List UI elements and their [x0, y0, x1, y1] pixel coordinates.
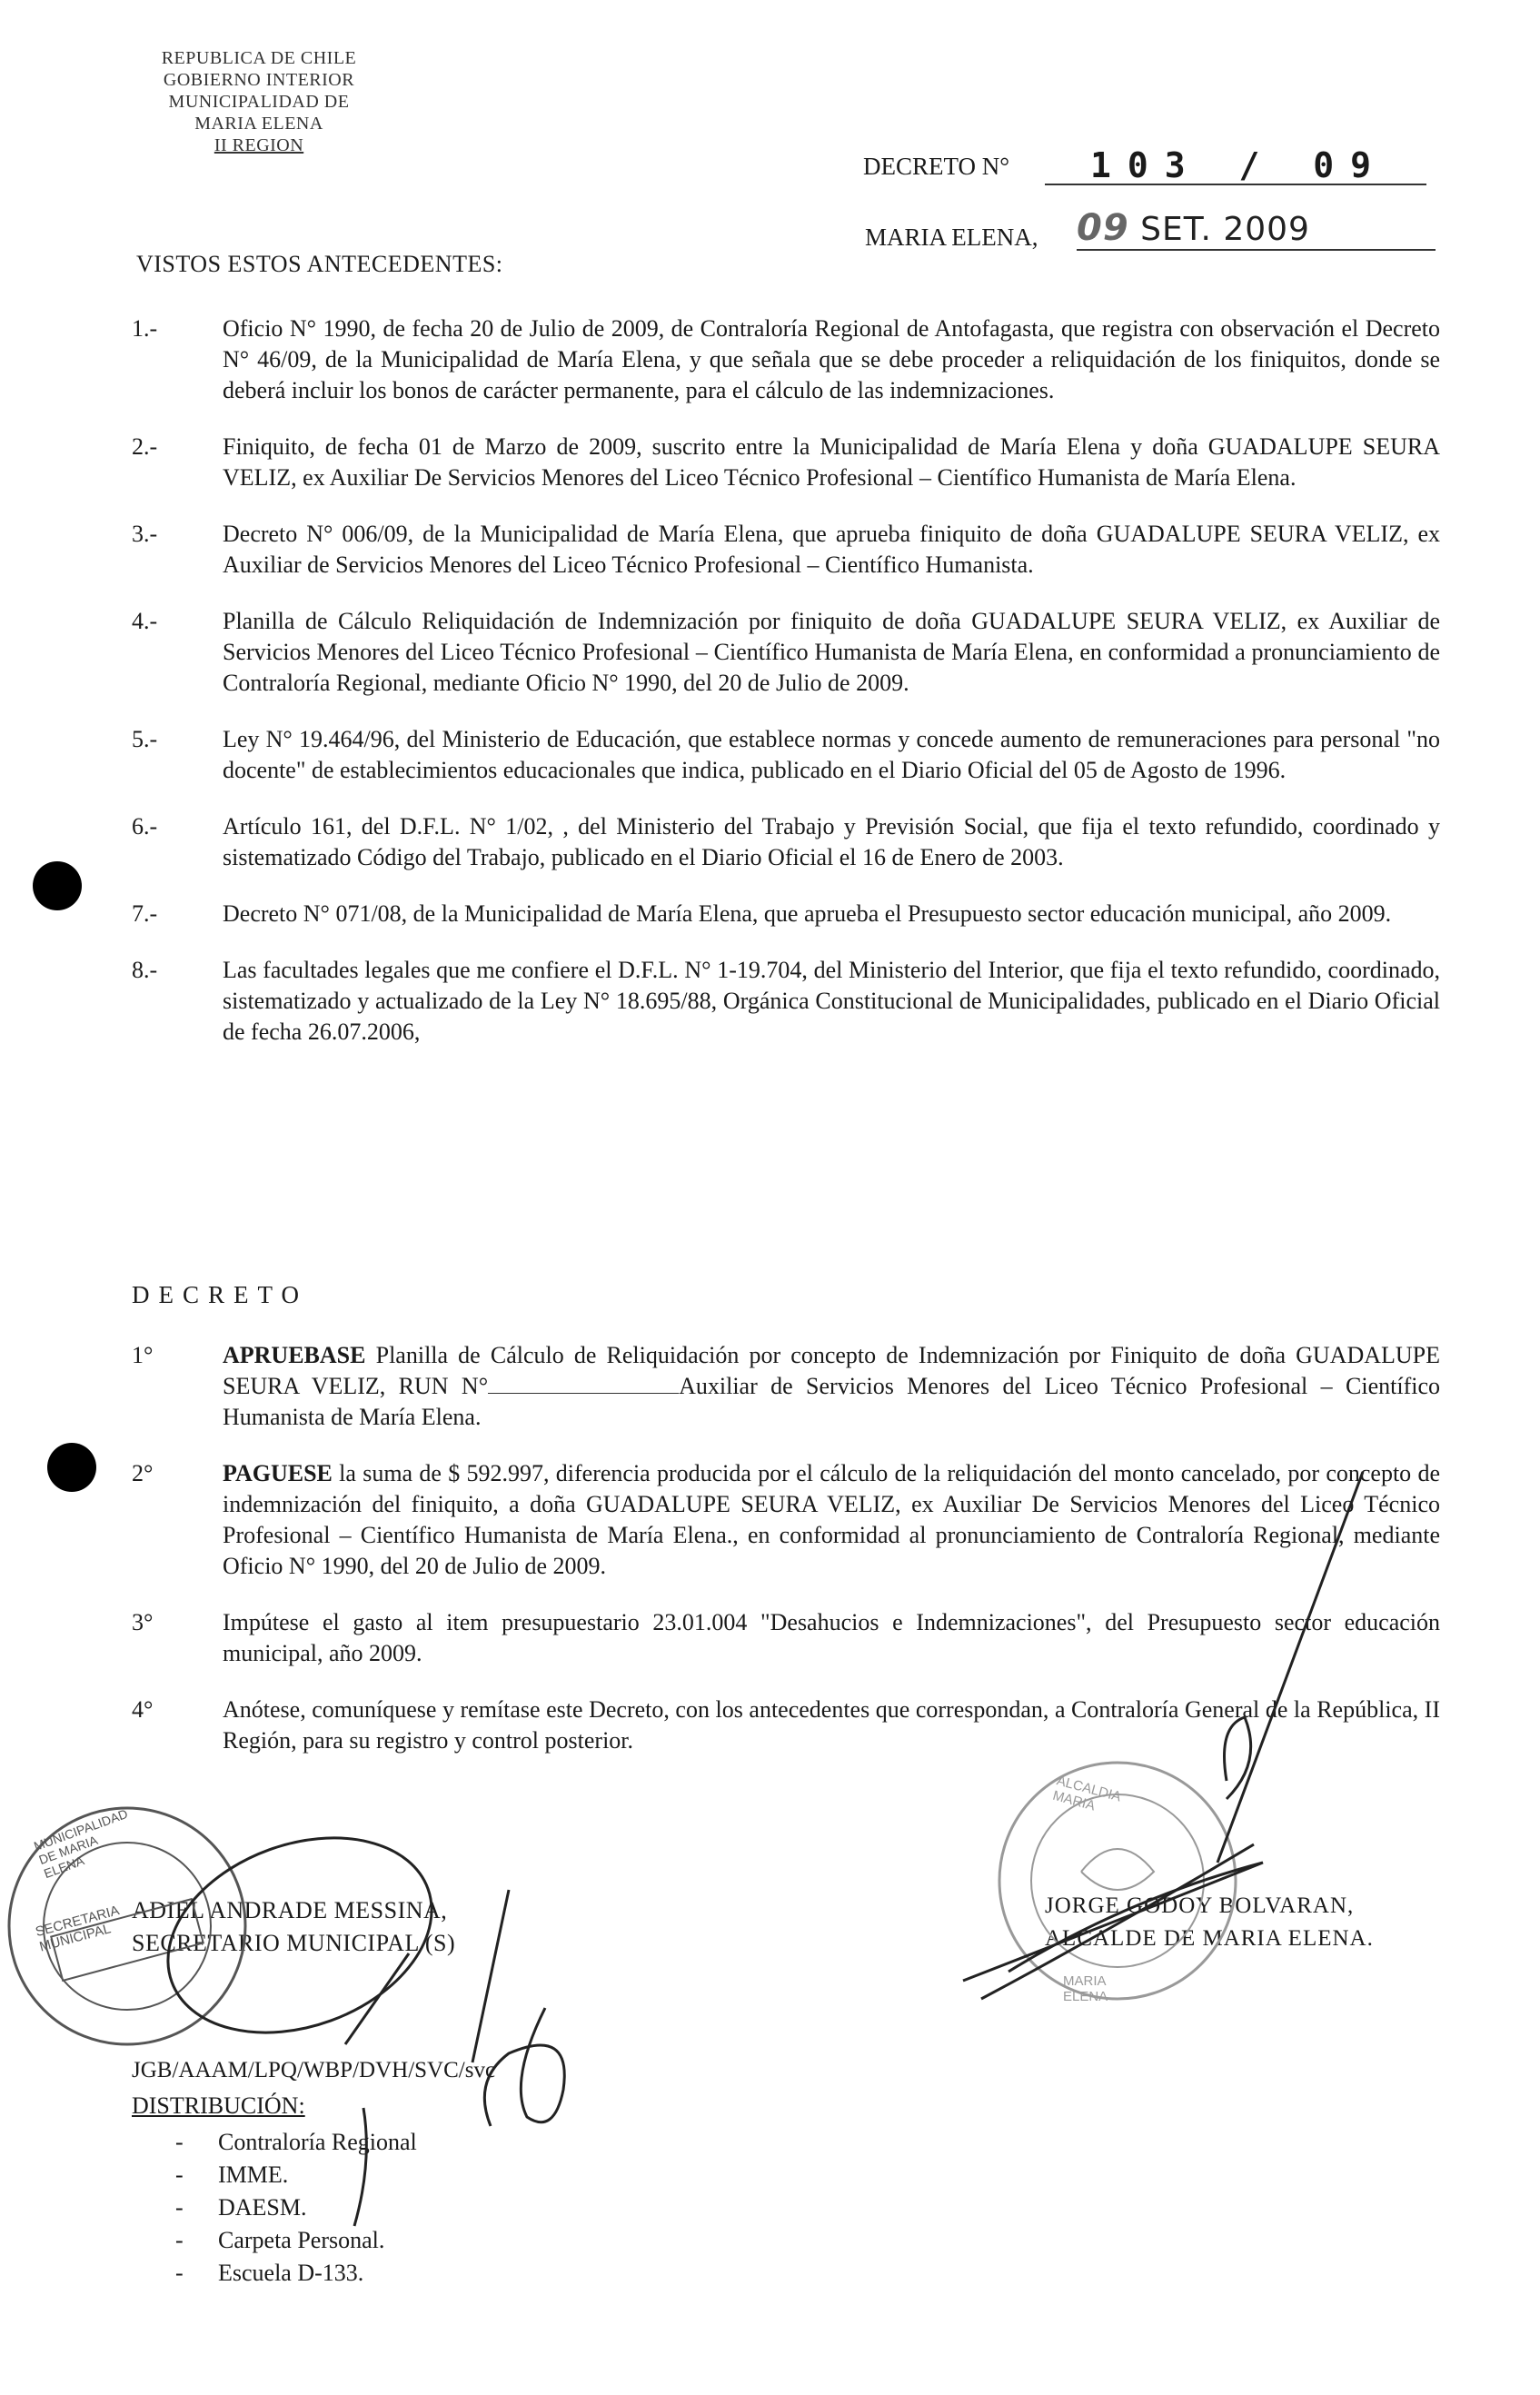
- vistos-item: [132, 606, 1440, 699]
- distribution-list: [132, 2090, 417, 2290]
- header-line: MARIA ELENA: [194, 114, 323, 134]
- article-1: [132, 1340, 1440, 1433]
- item-text: Artículo 161, del D.F.L. N° 1/02, , del Ministerio del Trabajo y Previsión Social, que fija el texto refundido, coordinado y sistematizado Código del Trabajo, publicado en el Diario Oficial el 16 de Enero de 2003.: [223, 813, 1440, 870]
- mayor-name: JORGE GODOY BOLVARAN,: [1045, 1893, 1355, 1918]
- secretary-title: SECRETARIO MUNICIPAL (S): [132, 1930, 456, 1956]
- article-text: Anótese, comuníquese y remítase este Decreto, con los antecedentes que correspondan, a Contraloría General de la República, II Región, para su registro y control posterior.: [223, 1696, 1440, 1754]
- item-text: Las facultades legales que me confiere el D.F.L. N° 1-19.704, del Ministerio del Interior, que fija el texto refundido, coordinado, sistematizado y actualizado de la Ley N° 18.695/88, Orgánica Constitucional de Municipalidades, publicado en el Diario Oficial de fecha 26.07.2006,: [223, 957, 1440, 1045]
- institution-header: [136, 47, 382, 156]
- article-number: 1°: [132, 1342, 154, 1368]
- item-number: 6.-: [132, 813, 158, 840]
- distribution-item: - IMME.: [132, 2159, 417, 2191]
- vistos-item: [132, 432, 1440, 493]
- item-text: Finiquito, de fecha 01 de Marzo de 2009, suscrito entre la Municipalidad de María Elena y doña GUADALUPE SEURA VELIZ, ex Auxiliar De Servicios Menores del Liceo Técnico Profesional – Científico Humanista de María Elena.: [223, 433, 1440, 491]
- vistos-item: [132, 811, 1440, 873]
- item-text: Oficio N° 1990, de fecha 20 de Julio de 2009, de Contraloría Regional de Antofagasta, que registra con observación el Decreto N° 46/09, de la Municipalidad de María Elena, y que señala que se debe proceder a reliquidación de los finiquitos, donde se deberá incluir los bonos de carácter permanente, para el cálculo de las indemnizaciones.: [223, 315, 1440, 403]
- article-text: la suma de $ 592.997, diferencia producida por el cálculo de la reliquidación del monto cancelado, por concepto de indemnización del finiquito, a doña GUADALUPE SEURA VELIZ, ex Auxiliar De Servicios Menores del Liceo Técnico Profesional – Científico Humanista de María Elena., en conformidad al pronunciamiento de Contraloría Regional, mediante Oficio N° 1990, del 20 de Julio de 2009.: [223, 1460, 1441, 1579]
- secretary-signature-block: [132, 1894, 455, 1960]
- distribution-title: DISTRIBUCIÓN:: [132, 2092, 305, 2119]
- vistos-list: [132, 313, 1440, 1073]
- stamp-ring-text: MUNICIPALIDAD DE MARIA ELENA: [32, 1805, 130, 1882]
- article-4: [132, 1694, 1440, 1756]
- item-number: 5.-: [132, 726, 158, 752]
- distribution-item: - Carpeta Personal.: [132, 2224, 417, 2257]
- vistos-item: [132, 899, 1440, 929]
- reference-initials: JGB/AAAM/LPQ/WBP/DVH/SVC/svc: [132, 2058, 496, 2082]
- article-number: 4°: [132, 1696, 154, 1723]
- item-text: Decreto N° 071/08, de la Municipalidad de María Elena, que aprueba el Presupuesto sector educación municipal, año 2009.: [223, 900, 1392, 927]
- distribution-item: - DAESM.: [132, 2191, 417, 2224]
- item-number: 4.-: [132, 608, 158, 634]
- secretary-name: ADIEL ANDRADE MESSINA,: [132, 1897, 448, 1923]
- header-line: GOBIERNO INTERIOR: [163, 70, 355, 90]
- mayor-title: ALCALDE DE MARIA ELENA.: [1045, 1926, 1374, 1951]
- header-line: MUNICIPALIDAD DE: [168, 92, 350, 112]
- mayor-signature-block: [1045, 1890, 1374, 1955]
- article-text: Impútese el gasto al item presupuestario 23.01.004 "Desahucios e Indemnizaciones", del Presupuesto sector educación municipal, año 2009.: [223, 1609, 1440, 1666]
- stamp-top-text: ALCALDIA MARIA: [1050, 1773, 1122, 1814]
- article-text: Auxiliar de Servicios Menores del Liceo Técnico Profesional – Científico Humanista de María Elena.: [223, 1373, 1440, 1430]
- decree-articles: [132, 1340, 1440, 1782]
- article-number: 3°: [132, 1609, 154, 1635]
- article-3: [132, 1607, 1440, 1669]
- item-text: Decreto N° 006/09, de la Municipalidad de María Elena, que aprueba finiquito de doña GUADALUPE SEURA VELIZ, ex Auxiliar de Servicios Menores del Liceo Técnico Profesional – Científico Humanista.: [223, 521, 1440, 578]
- vistos-title: VISTOS ESTOS ANTECEDENTES:: [136, 251, 503, 277]
- decreto-heading: DECRETO: [132, 1281, 309, 1308]
- distribution-item: - Escuela D-133.: [132, 2257, 417, 2290]
- vistos-item: [132, 724, 1440, 786]
- date-stamp-month-year: SET. 2009: [1140, 211, 1310, 248]
- header-region: II REGION: [214, 135, 304, 155]
- header-line: REPUBLICA DE CHILE: [161, 48, 357, 68]
- punch-hole: [33, 861, 82, 910]
- vistos-item: [132, 519, 1440, 581]
- distribution-item: - Contraloría Regional: [132, 2126, 417, 2159]
- item-number: 1.-: [132, 315, 158, 342]
- run-blank-field: [488, 1373, 679, 1394]
- decree-label: DECRETO N°: [863, 153, 1010, 180]
- stamp-bottom-text: MARIA ELENA: [1063, 1973, 1108, 2004]
- decree-number: 103 / 09: [1045, 145, 1426, 185]
- article-text: Planilla de Cálculo de Reliquidación por concepto de Indemnización por Finiquito de doña GUADALUPE SEURA VELIZ, RUN N°: [223, 1342, 1441, 1399]
- stamp-center-text: SECRETARIA MUNICIPAL: [34, 1903, 121, 1955]
- date-stamp: [1077, 207, 1310, 249]
- item-number: 8.-: [132, 957, 158, 983]
- vistos-item: [132, 313, 1440, 406]
- item-number: 2.-: [132, 433, 158, 460]
- article-lead: APRUEBASE: [223, 1342, 366, 1368]
- date-stamp-day: 09: [1077, 207, 1129, 249]
- item-number: 3.-: [132, 521, 158, 547]
- article-number: 2°: [132, 1460, 154, 1486]
- item-text: Ley N° 19.464/96, del Ministerio de Educación, que establece normas y concede aumento de remuneraciones para personal "no docente" de establecimientos educacionales que indica, publicado en el Diario Oficial del 05 de Agosto de 1996.: [223, 726, 1440, 783]
- article-lead: PAGUESE: [223, 1460, 333, 1486]
- punch-hole: [47, 1443, 96, 1492]
- item-number: 7.-: [132, 900, 158, 927]
- place-label: MARIA ELENA,: [865, 224, 1038, 251]
- vistos-item: [132, 955, 1440, 1048]
- article-2: [132, 1458, 1440, 1582]
- item-text: Planilla de Cálculo Reliquidación de Indemnización por finiquito de doña GUADALUPE SEURA VELIZ, ex Auxiliar de Servicios Menores del Liceo Técnico Profesional – Científico Humanista de María Elena, en conformidad a pronunciamiento de Contraloría Regional, mediante Oficio N° 1990, del 20 de Julio de 2009.: [223, 608, 1440, 696]
